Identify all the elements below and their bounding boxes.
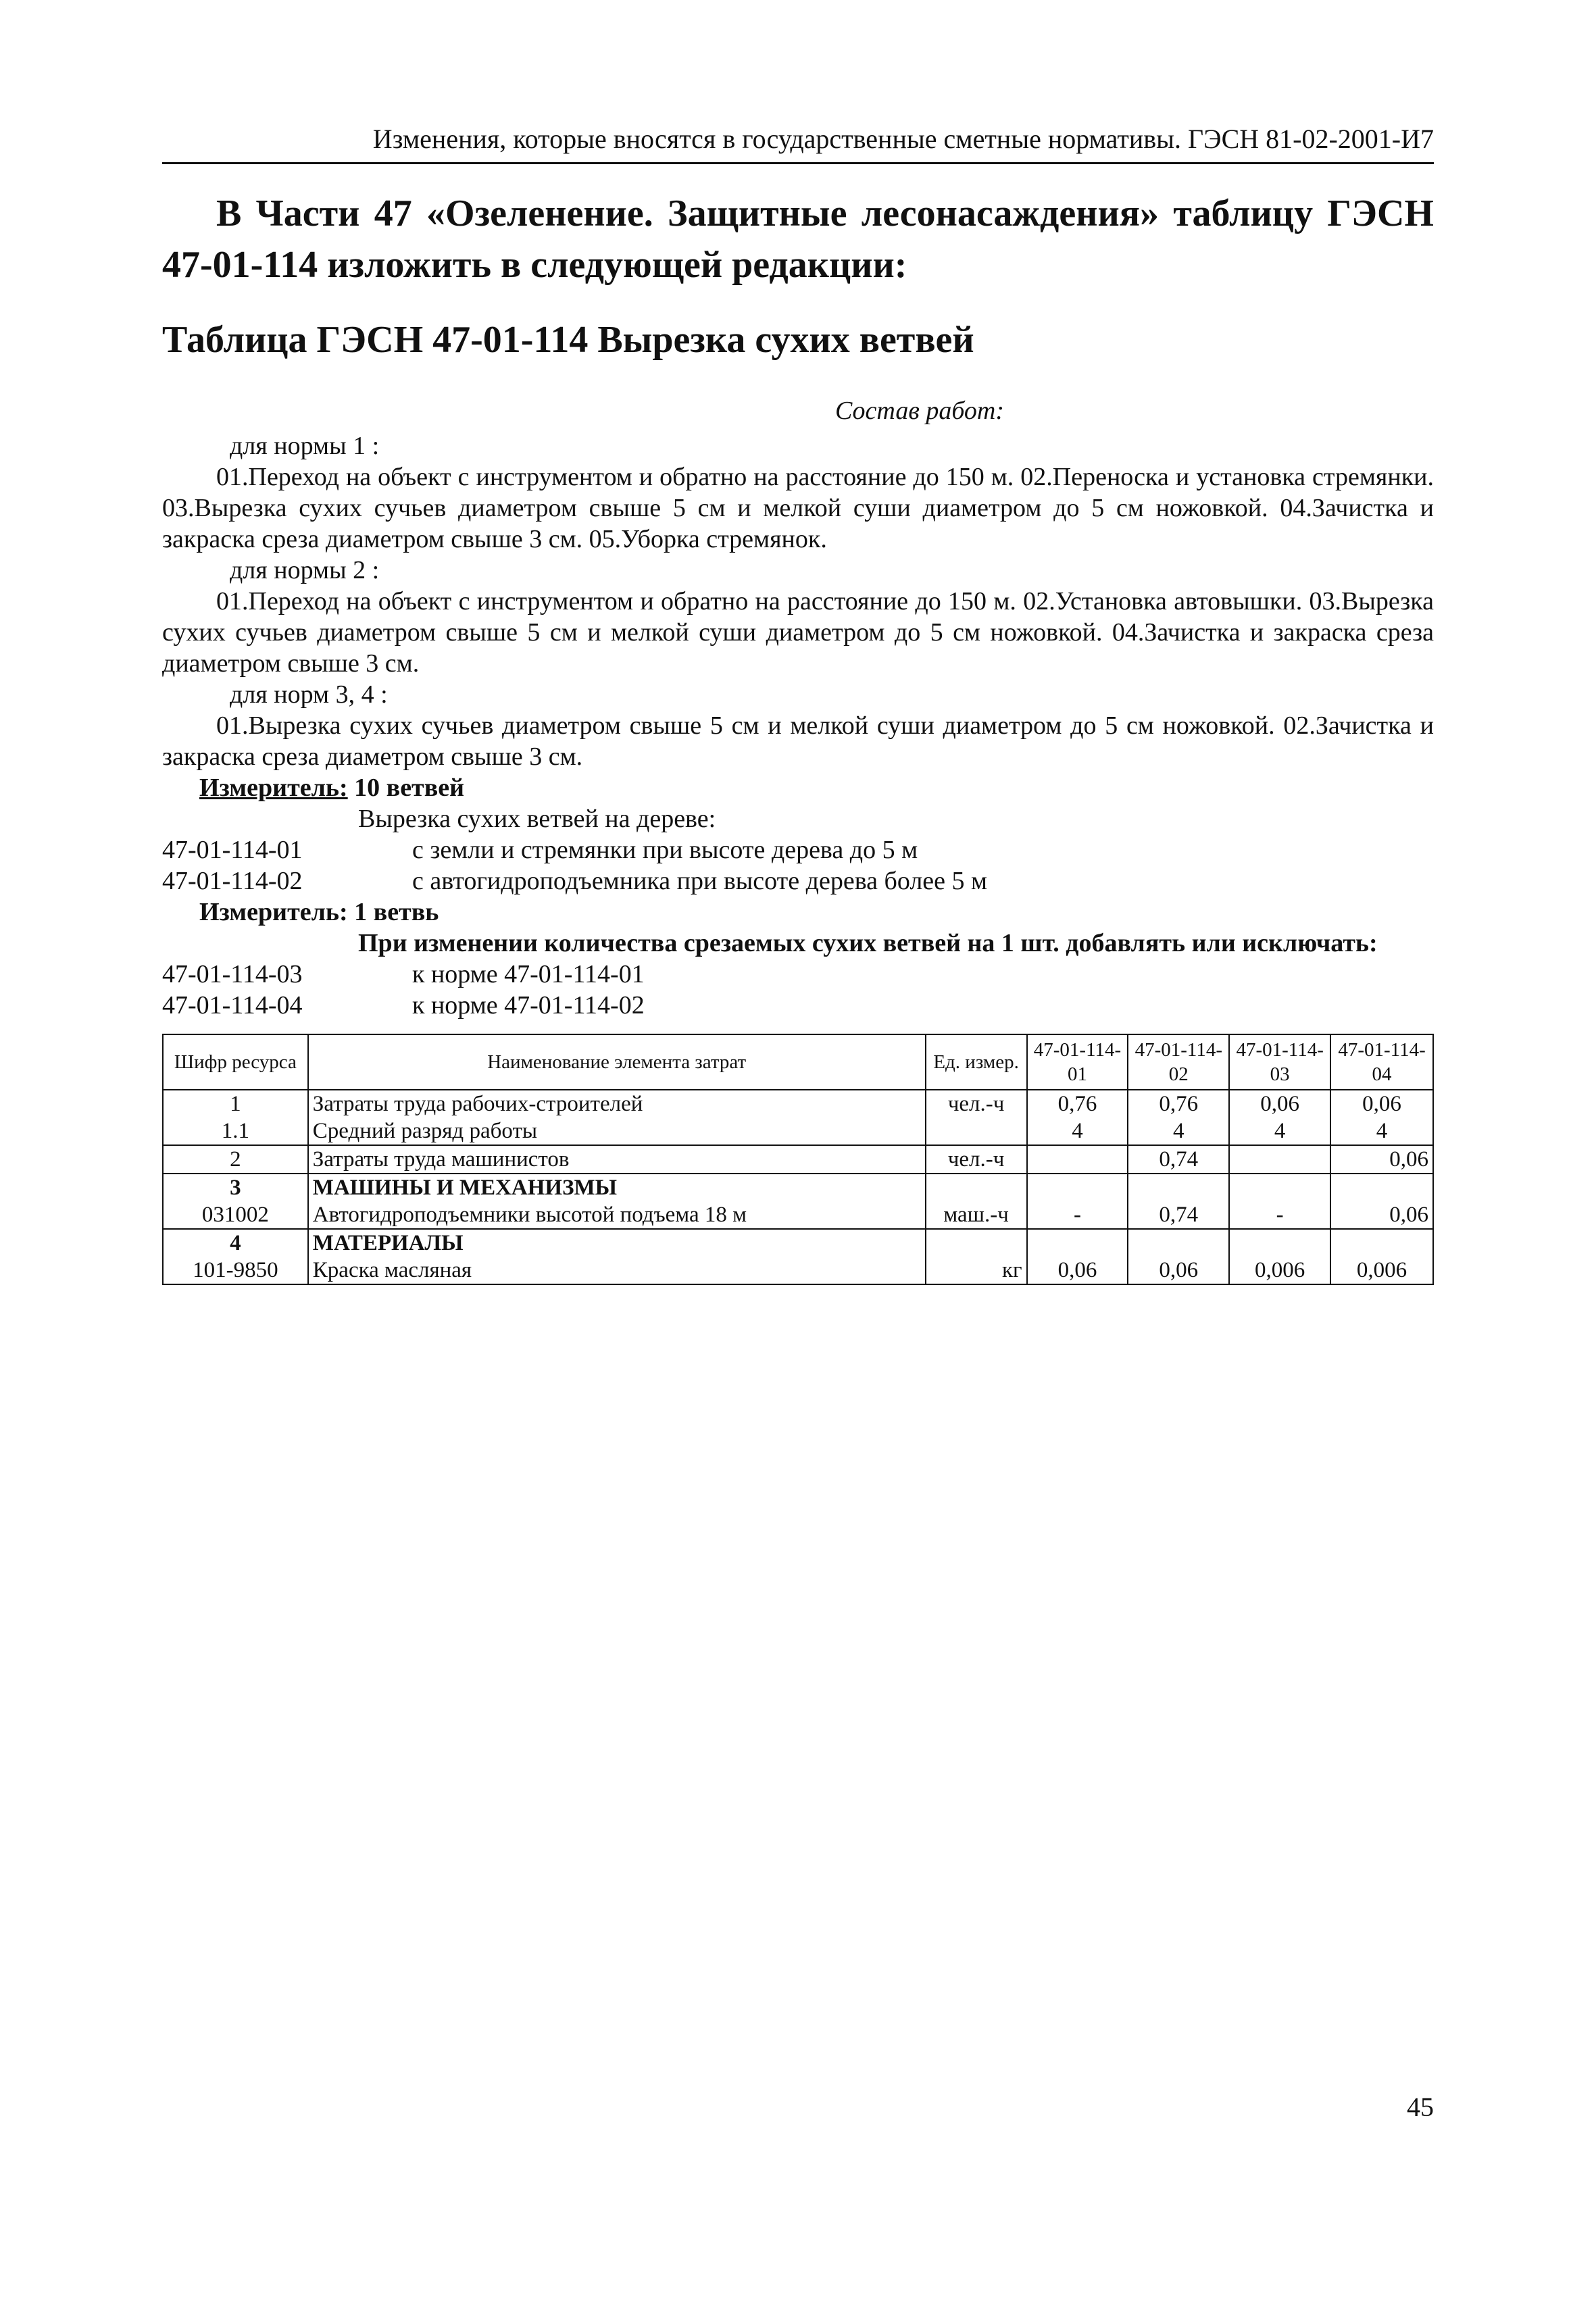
- running-header: Изменения, которые вносятся в государственные сметные нормативы. ГЭСН 81-02-2001-И7: [162, 122, 1434, 164]
- cell-value: 0,74: [1128, 1145, 1229, 1174]
- cell-value: [1229, 1174, 1330, 1201]
- cell-value: 4: [1229, 1117, 1330, 1145]
- meter-value: 1 ветвь: [354, 898, 439, 926]
- cell-value: [1128, 1174, 1229, 1201]
- norm-row: [162, 865, 1434, 897]
- norm-row: [162, 834, 1434, 865]
- cell-name: Средний разряд работы: [308, 1117, 926, 1145]
- norm-text: 01.Переход на объект с инструментом и обратно на расстояние до 150 м. 02.Переноска и установка стремянки. 03.Вырезка сухих сучьев диаметром свыше 5 см и мелкой суши диаметром до 5 см ножовкой. 04.Зачистка и закраска среза диаметром свыше 3 см. 05.Уборка стремянок.: [162, 463, 1434, 553]
- table-header-row: [163, 1034, 1433, 1090]
- table-row: [163, 1174, 1433, 1201]
- cell-code: 1: [163, 1090, 308, 1117]
- cell-value: 0,76: [1128, 1090, 1229, 1117]
- cell-unit: чел.-ч: [926, 1145, 1027, 1174]
- cell-unit: [926, 1229, 1027, 1257]
- cell-name: Затраты труда рабочих-строителей: [308, 1090, 926, 1117]
- cell-name: Краска масляная: [308, 1257, 926, 1284]
- cell-name: Затраты труда машинистов: [308, 1145, 926, 1174]
- norm-desc: к норме 47-01-114-01: [412, 960, 645, 988]
- norm-text: 01.Переход на объект с инструментом и обратно на расстояние до 150 м. 02.Установка автовышки. 03.Вырезка сухих сучьев диаметром свыше 5 см и мелкой суши диаметром до 5 см ножовкой. 04.Зачистка и закраска среза диаметром свыше 3 см.: [162, 587, 1434, 678]
- cell-value: [1330, 1229, 1433, 1257]
- header-norm-4: 47-01-114-04: [1330, 1034, 1433, 1090]
- norm-desc: к норме 47-01-114-02: [412, 991, 645, 1020]
- table-row: [163, 1229, 1433, 1257]
- section-heading: Вырезка сухих ветвей на дереве:: [358, 805, 716, 833]
- table-row: [163, 1145, 1433, 1174]
- header-norm-1: 47-01-114-01: [1027, 1034, 1128, 1090]
- section-heading: При изменении количества срезаемых сухих ветвей на 1 шт. добавлять или исключать:: [358, 929, 1378, 957]
- meter-label: Измеритель:: [199, 898, 348, 926]
- norm-desc: с автогидроподъемника при высоте дерева более 5 м: [412, 867, 988, 895]
- norm-code: 47-01-114-01: [162, 836, 303, 864]
- intro-heading: В Части 47 «Озеленение. Защитные лесонасаждения» таблицу ГЭСН 47-01-114 изложить в следующей редакции:: [162, 193, 1434, 286]
- cell-value: [1027, 1145, 1128, 1174]
- cell-unit: кг: [926, 1257, 1027, 1284]
- table-row: [163, 1090, 1433, 1117]
- cell-code: 4: [163, 1229, 308, 1257]
- header-norm-2: 47-01-114-02: [1128, 1034, 1229, 1090]
- composition-title: Состав работ:: [834, 397, 1005, 425]
- cell-unit: чел.-ч: [926, 1090, 1027, 1117]
- cell-value: [1229, 1229, 1330, 1257]
- cell-value: [1330, 1174, 1433, 1201]
- cell-value: 0,06: [1330, 1201, 1433, 1229]
- table-row: [163, 1257, 1433, 1284]
- cell-value: 0,06: [1027, 1257, 1128, 1284]
- norm-code: 47-01-114-04: [162, 991, 303, 1020]
- cell-code: 3: [163, 1174, 308, 1201]
- cell-name: МАТЕРИАЛЫ: [308, 1229, 926, 1257]
- norm-code: 47-01-114-02: [162, 867, 303, 895]
- cell-name: МАШИНЫ И МЕХАНИЗМЫ: [308, 1174, 926, 1201]
- norm-label: для нормы 2 :: [230, 556, 380, 584]
- cell-unit: [926, 1117, 1027, 1145]
- cell-value: 0,06: [1330, 1145, 1433, 1174]
- cell-value: [1128, 1229, 1229, 1257]
- table-heading: Таблица ГЭСН 47-01-114 Вырезка сухих ветвей: [162, 319, 974, 361]
- cell-value: [1229, 1145, 1330, 1174]
- meter-value: 10 ветвей: [354, 774, 465, 802]
- cell-code: 101-9850: [163, 1257, 308, 1284]
- norm-desc: с земли и стремянки при высоте дерева до 5 м: [412, 836, 918, 864]
- cell-value: 0,06: [1229, 1090, 1330, 1117]
- norm-row: [162, 959, 1434, 990]
- cell-unit: [926, 1174, 1027, 1201]
- meter-label: Измеритель:: [199, 774, 348, 802]
- header-unit: Ед. измер.: [926, 1034, 1027, 1090]
- cell-value: 4: [1027, 1117, 1128, 1145]
- meter-line: [162, 772, 1434, 803]
- cell-code: 031002: [163, 1201, 308, 1229]
- resources-table: [162, 1034, 1434, 1285]
- cell-unit: маш.-ч: [926, 1201, 1027, 1229]
- meter-line: [162, 897, 1434, 928]
- cell-value: 4: [1128, 1117, 1229, 1145]
- header-name: Наименование элемента затрат: [308, 1034, 926, 1090]
- cell-value: -: [1229, 1201, 1330, 1229]
- norm-row: [162, 990, 1434, 1021]
- norm-label: для норм 3, 4 :: [230, 680, 388, 709]
- cell-value: 0,74: [1128, 1201, 1229, 1229]
- header-norm-3: 47-01-114-03: [1229, 1034, 1330, 1090]
- cell-code: 1.1: [163, 1117, 308, 1145]
- norm-text: 01.Вырезка сухих сучьев диаметром свыше 5 см и мелкой суши диаметром до 5 см ножовкой. 02.Зачистка и закраска среза диаметром свыше 3 см.: [162, 711, 1434, 771]
- cell-value: 0,006: [1330, 1257, 1433, 1284]
- cell-value: 4: [1330, 1117, 1433, 1145]
- table-row: [163, 1201, 1433, 1229]
- cell-value: 0,76: [1027, 1090, 1128, 1117]
- work-composition: [162, 395, 1434, 1021]
- cell-name: Автогидроподъемники высотой подъема 18 м: [308, 1201, 926, 1229]
- header-code: Шифр ресурса: [163, 1034, 308, 1090]
- cell-value: -: [1027, 1201, 1128, 1229]
- cell-value: 0,06: [1330, 1090, 1433, 1117]
- page-number: 45: [1407, 2092, 1434, 2122]
- norm-label: для нормы 1 :: [230, 432, 380, 460]
- cell-value: [1027, 1229, 1128, 1257]
- norm-code: 47-01-114-03: [162, 960, 303, 988]
- cell-value: 0,006: [1229, 1257, 1330, 1284]
- cell-value: [1027, 1174, 1128, 1201]
- cell-code: 2: [163, 1145, 308, 1174]
- cell-value: 0,06: [1128, 1257, 1229, 1284]
- table-row: [163, 1117, 1433, 1145]
